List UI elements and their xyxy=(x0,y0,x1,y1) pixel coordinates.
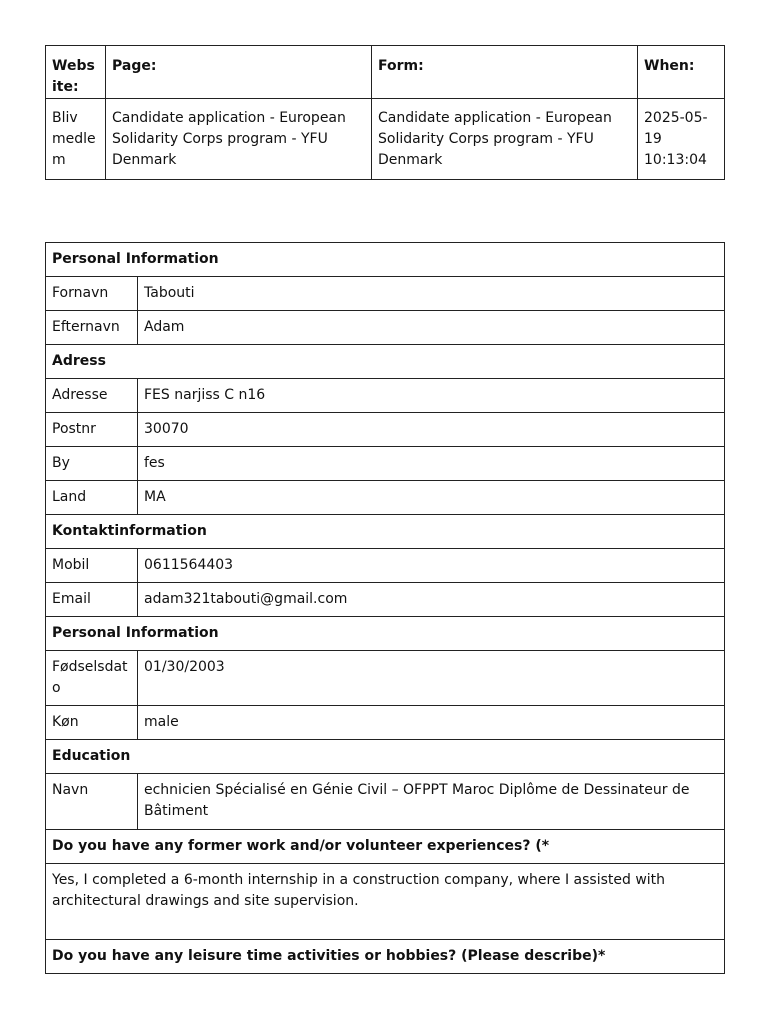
meta-header-row xyxy=(46,46,725,99)
experience-answer: Yes, I completed a 6-month internship in a construction company, where I assisted with architectural drawings and site supervision. xyxy=(46,864,725,940)
last-name-value: Adam xyxy=(138,311,725,345)
section-address: Adress xyxy=(46,345,725,379)
city-label: By xyxy=(46,447,138,481)
hobbies-question: Do you have any leisure time activities or hobbies? (Please describe)* xyxy=(46,940,725,974)
country-value: MA xyxy=(138,481,725,515)
section-personal-information: Personal Information xyxy=(46,243,725,277)
field-row xyxy=(46,549,725,583)
section-contact-information: Kontaktinformation xyxy=(46,515,725,549)
submission-meta-table xyxy=(45,45,725,180)
gender-label: Køn xyxy=(46,706,138,740)
application-form-table xyxy=(45,242,725,974)
email-value: adam321tabouti@gmail.com xyxy=(138,583,725,617)
meta-header-when: When: xyxy=(638,46,725,99)
first-name-label: Fornavn xyxy=(46,277,138,311)
section-education: Education xyxy=(46,740,725,774)
field-row xyxy=(46,447,725,481)
field-row xyxy=(46,481,725,515)
section-row xyxy=(46,740,725,774)
question-row xyxy=(46,940,725,974)
question-row xyxy=(46,830,725,864)
field-row xyxy=(46,706,725,740)
address-value: FES narjiss C n16 xyxy=(138,379,725,413)
city-value: fes xyxy=(138,447,725,481)
answer-row xyxy=(46,864,725,940)
postal-code-label: Postnr xyxy=(46,413,138,447)
section-row xyxy=(46,345,725,379)
field-row xyxy=(46,413,725,447)
birthdate-label: Fødselsdato xyxy=(46,651,138,706)
gender-value: male xyxy=(138,706,725,740)
meta-header-page: Page: xyxy=(106,46,372,99)
meta-website-value: Bliv medlem xyxy=(46,99,106,180)
meta-value-row xyxy=(46,99,725,180)
field-row xyxy=(46,379,725,413)
field-row xyxy=(46,277,725,311)
field-row xyxy=(46,651,725,706)
mobile-label: Mobil xyxy=(46,549,138,583)
meta-when-value: 2025-05-19 10:13:04 xyxy=(638,99,725,180)
meta-header-website: Website: xyxy=(46,46,106,99)
meta-header-form: Form: xyxy=(372,46,638,99)
meta-form-value: Candidate application - European Solidarity Corps program - YFU Denmark xyxy=(372,99,638,180)
address-label: Adresse xyxy=(46,379,138,413)
education-name-value: echnicien Spécialisé en Génie Civil – OFPPT Maroc Diplôme de Dessinateur de Bâtiment xyxy=(138,774,725,830)
section-row xyxy=(46,515,725,549)
last-name-label: Efternavn xyxy=(46,311,138,345)
field-row xyxy=(46,774,725,830)
mobile-value: 0611564403 xyxy=(138,549,725,583)
postal-code-value: 30070 xyxy=(138,413,725,447)
section-row xyxy=(46,243,725,277)
education-name-label: Navn xyxy=(46,774,138,830)
first-name-value: Tabouti xyxy=(138,277,725,311)
country-label: Land xyxy=(46,481,138,515)
email-label: Email xyxy=(46,583,138,617)
meta-page-value: Candidate application - European Solidarity Corps program - YFU Denmark xyxy=(106,99,372,180)
section-personal-information-2: Personal Information xyxy=(46,617,725,651)
section-row xyxy=(46,617,725,651)
field-row xyxy=(46,311,725,345)
birthdate-value: 01/30/2003 xyxy=(138,651,725,706)
field-row xyxy=(46,583,725,617)
experience-question: Do you have any former work and/or volunteer experiences? (* xyxy=(46,830,725,864)
